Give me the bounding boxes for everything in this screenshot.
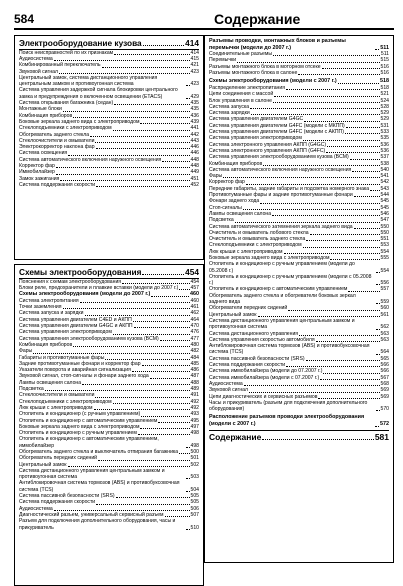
toc-entry-page: 461 (190, 304, 199, 311)
toc-entry-title: Подсветка (209, 217, 234, 224)
toc-entry-title: Система поддержания скорости (209, 362, 286, 369)
toc-entry-title: Перемычки (209, 57, 237, 64)
toc-entry-title: Звуковой сигнал (19, 68, 58, 75)
toc-entry-page: 567 (380, 374, 389, 381)
toc-box-body-electrics (14, 35, 204, 260)
toc-entry-title: Стеклоподъемники с электроприводом (209, 242, 302, 249)
toc-entry-title: Указатели поворота и аварийная сигнализация (19, 367, 131, 374)
toc-entry-page: 495 (190, 417, 199, 424)
toc-entry-title: Система дистанционного управления центральным замком и противоугонная система (19, 467, 165, 481)
toc-entry-title: Система электропитания (19, 297, 79, 304)
toc-entry-title: Аудиосистема (19, 505, 53, 512)
toc-entry-page: 443 (190, 137, 199, 144)
toc-entry-title: Передние габариты, задние габариты и подсветка номерного знака (209, 185, 370, 192)
toc-entry-page: 562 (380, 324, 389, 331)
toc-entry-page: 470 (190, 323, 199, 330)
toc-entry-page: 516 (380, 70, 389, 77)
toc-entry-page: 487 (190, 373, 199, 380)
toc-entry-page: 497 (190, 423, 199, 430)
toc-entry-title: Аудиосистема (209, 380, 243, 387)
toc-entry-page: 503 (190, 474, 199, 481)
toc-entry-title: Система управления электрооборудованием кузова (BCM) (209, 154, 349, 161)
toc-entry-title: Цепи соединения с массой (209, 91, 274, 98)
toc-entry-title: Система управления электрооборудованием кузова (BCM) (19, 335, 159, 342)
toc-entry-title: Задние противотуманные фонари и корректор фар (19, 360, 141, 367)
toc-entry-page: 457 (190, 284, 199, 291)
toc-entry (15, 518, 203, 531)
toc-entry-page: 435 (190, 106, 199, 113)
toc-list (205, 85, 393, 412)
toc-entry-title: Боковые зеркала заднего вида с электроприводом (19, 423, 140, 430)
toc-entry-title: Пояснения к схемам электрооборудования (19, 278, 122, 285)
toc-entry-page: 559 (380, 299, 389, 306)
subsection-title: Расположение разъемов проводки электрооборудования (модели с 2007 г.) 572 (209, 414, 389, 427)
toc-entry-title: Отопитель и кондиционер с ручным управлением (19, 430, 137, 437)
toc-entry-title: Система автоматического включения наружного освещения (209, 166, 352, 173)
toc-entry-page: 451 (190, 175, 199, 182)
toc-entry-page: 436 (190, 112, 199, 119)
toc-entry-page: 563 (380, 336, 389, 343)
toc-entry-title: Фонари заднего хода (209, 198, 260, 205)
toc-entry-title: Отопитель и кондиционер с автоматическим управлением (19, 417, 158, 424)
toc-entry-title: Замок зажигания (19, 175, 60, 182)
toc-entry-title: Система зарядки (209, 110, 250, 117)
toc-entry-page: 421 (190, 62, 199, 69)
toc-entry-title: Система электронного управления АКПП (G4FC) (209, 147, 326, 154)
toc-entry-title: Подсветка (19, 386, 44, 393)
toc-entry-title: Центральный замок, система дистанционного управления центральным замком и противоугонная система (19, 74, 158, 88)
toc-entry-page: 448 (190, 163, 199, 170)
toc-entry-page: 502 (190, 461, 199, 468)
toc-entry-title: Отопитель и кондиционер с автоматическим управлением, иммобилайзер (19, 436, 159, 449)
toc-entry-title: Система пассивной безопасности (SRS) (19, 493, 115, 500)
toc-entry (15, 182, 203, 188)
toc-entry-page: 545 (380, 204, 389, 211)
toc-entry-title: Часы и прикуриватель (разъем для подключения дополнительного оборудования) (209, 399, 368, 413)
toc-entry (15, 480, 203, 493)
toc-entry-title: Обогреватель заднего стекла (19, 131, 90, 138)
toc-entry-title: Точки заземления (19, 304, 62, 311)
toc-entry-title: Поиск неисправностей по их признакам (19, 49, 114, 56)
toc-entry-page: 550 (380, 229, 389, 236)
toc-entry-page: 442 (190, 131, 199, 138)
toc-entry-page: 480 (190, 341, 199, 348)
toc-entry-page: 544 (380, 192, 389, 199)
toc-entry-title: Стеклоподъемники с электроприводом (19, 398, 112, 405)
toc-entry-title: Комбинированный переключатель (19, 62, 101, 69)
toc-entry-page: 564 (380, 349, 389, 356)
toc-entry-title: Система дистанционного управления центральным замком и противоугонная система (209, 317, 355, 331)
toc-entry-title: Обогреватель заднего стекла и выключатель отпирания багажника (19, 449, 179, 455)
toc-entry-title: Система запуска (209, 103, 250, 110)
toc-entry-title: Обогреватель заднего стекла и обогреватели боковых зеркал заднего вида (209, 292, 356, 306)
toc-entry-title: Люк крыши с электроприводом (19, 404, 93, 411)
toc-entry-page: 476 (190, 329, 199, 336)
toc-entry-page: 566 (380, 362, 389, 369)
right-column (204, 35, 394, 563)
toc-entry-title: Аудиосистема (19, 55, 53, 62)
toc-entry-page: 464 (190, 316, 199, 323)
toc-entry-page: 462 (190, 310, 199, 317)
subsection-title: Схемы электрооборудования (модели с 2007 г.) 518 (209, 78, 389, 85)
toc-entry-page: 533 (380, 129, 389, 136)
toc-entry-page: 484 (190, 354, 199, 361)
toc-entry-title: Отопитель и кондиционер (с ручным управлением) (19, 411, 141, 418)
toc-entry-page: 460 (190, 297, 199, 304)
toc-entry-page: 501 (190, 455, 199, 462)
toc-entry-page: 518 (380, 84, 389, 91)
toc-entry-page: 538 (380, 160, 389, 167)
toc-entry-title: Лампы освещения салона (209, 210, 272, 217)
toc-entry-title: Монтажные блоки (19, 106, 62, 113)
toc-entry-title: Центральный замок (209, 311, 257, 318)
page-number: 584 (14, 12, 35, 26)
toc-entry-title: Стеклоподъемники с электроприводом (19, 125, 112, 132)
toc-entry-page: 505 (190, 499, 199, 506)
toc-entry-page: 429 (190, 93, 199, 100)
toc-entry-title: Блок управления в салоне (209, 97, 272, 104)
toc-entry-title: Система автоматического затемнения зеркала заднего вида (209, 223, 353, 230)
toc-entry-title: Система дистанционного управления (209, 330, 299, 337)
toc-entry-title: Система пассивной безопасности (SRS) (209, 355, 305, 362)
toc-entry-title: Комбинация приборов (209, 160, 263, 167)
toc-entry-page: 485 (190, 360, 199, 367)
section-title: Электрооборудование кузова 414 (19, 38, 199, 48)
toc-entry-title: Система автоматического включения наружного освещения (19, 156, 162, 163)
toc-entry-title: Система управления двигателем G4GC и АКПП (19, 323, 133, 330)
toc-entry-page: 454 (190, 278, 199, 285)
toc-entry-page: 441 (190, 125, 199, 132)
toc-entry (15, 87, 203, 100)
toc-entry-title: Разъем для подключения дополнительного оборудования, часы и прикуриватель (19, 518, 176, 531)
toc-entry-page: 531 (380, 122, 389, 129)
toc-entry-page: 486 (190, 367, 199, 374)
toc-entry-page: 537 (380, 154, 389, 161)
toc-entry-title: Звуковой сигнал, стоп-сигналы и фонари заднего хода (19, 373, 149, 380)
toc-entry-page: 570 (380, 406, 389, 413)
toc-entry-page: 498 (190, 430, 199, 437)
toc-entry-title: Блоки реле, предохранители и плавкие вставки (модели до 2007 г.) (19, 284, 179, 291)
toc-entry-title: Разъемы монтажного блока в салоне (209, 70, 298, 77)
toc-entry-title: Система поддержания скорости (19, 181, 96, 188)
toc-entry-page: 542 (380, 179, 389, 186)
toc-entry-page: 535 (380, 135, 389, 142)
toc-entry-page: 536 (380, 147, 389, 154)
toc-entry (205, 293, 393, 306)
toc-entry-page: 554 (380, 267, 389, 274)
toc-entry-page: 557 (380, 286, 389, 293)
toc-entry-page: 565 (380, 355, 389, 362)
toc-entry-page: 510 (190, 524, 199, 531)
toc-entry-title: Фары (209, 173, 223, 180)
page-header (0, 0, 403, 30)
toc-entry-title: Система открывания багажника (седан) (19, 100, 114, 107)
toc-entry-page: 449 (190, 169, 199, 176)
toc-entry-page: 423 (190, 81, 199, 88)
toc-entry-title: Обогреватели передних сидений (209, 305, 288, 312)
toc-list (15, 298, 203, 531)
toc-entry-title: Система запуска и зарядки (19, 310, 84, 317)
toc-entry-page: 540 (380, 166, 389, 173)
toc-list (15, 50, 203, 189)
toc-entry-page: 482 (190, 348, 199, 355)
toc-entry-title: Стеклоочистители и омыватели (19, 137, 95, 144)
toc-entry-page: 491 (190, 392, 199, 399)
toc-entry-page: 511 (380, 51, 389, 58)
toc-entry-title: Система электронного управления АКПП (G4GC) (209, 141, 327, 148)
toc-entry-page: 553 (380, 242, 389, 249)
toc-entry-page: 560 (380, 305, 389, 312)
page-title: Содержание (214, 11, 301, 27)
toc-entry-title: Иммобилайзер (19, 169, 55, 176)
toc-entry-page: 435 (190, 100, 199, 107)
toc-entry-title: Диагностический разъем, универсальный сервисный разъем (19, 511, 164, 518)
subsection-title: Схемы электрооборудования (модели до 2007 г.) 460 (19, 291, 199, 298)
toc-entry-title: Противотуманные фары и задние противотуманные фонари (209, 192, 353, 199)
toc-entry-title: Обогреватель передних сидений (19, 455, 98, 462)
toc-entry-page: 569 (380, 393, 389, 400)
toc-entry-page: 477 (190, 335, 199, 342)
toc-entry (205, 70, 393, 76)
toc-entry-page: 423 (190, 68, 199, 75)
toc-entry-title: Система иммобилайзера (модели до 07.2007 г.) (209, 368, 323, 375)
toc-entry-page: 505 (190, 493, 199, 500)
toc-entry-page: 563 (380, 330, 389, 337)
toc-entry (205, 318, 393, 331)
toc-entry-page: 516 (380, 63, 389, 70)
toc-entry-title: Боковые зеркала заднего вида с электроприводом (19, 118, 140, 125)
toc-entry-page: 566 (380, 368, 389, 375)
toc-entry-title: Система управления двигателем G4FC (модели с МКПП) (209, 122, 345, 129)
toc-entry-page: 446 (190, 144, 199, 151)
toc-entry-page: 507 (190, 511, 199, 518)
toc-entry-page: 551 (380, 236, 389, 243)
toc-entry-title: Люк крыши с электроприводом (209, 248, 283, 255)
toc-entry-title: Лампы освещения салона (19, 379, 82, 386)
toc-entry-title: Очиститель и омыватель лобового стекла (209, 229, 309, 236)
toc-box-wiring (14, 264, 204, 586)
toc-entry-title: Отопитель и кондиционер с ручным управлением (модели до 05.2008 г.) (209, 261, 355, 274)
toc-entry (15, 468, 203, 481)
toc-entry-title: Комбинация приборов (19, 112, 73, 119)
toc-entry-page: 500 (190, 449, 199, 455)
toc-entry (15, 436, 203, 449)
toc-entry-page: 504 (190, 486, 199, 493)
toc-entry-page: 529 (380, 110, 389, 117)
toc-entry-title: Центральный замок (19, 461, 67, 468)
toc-entry-title: Система управления двигателем G4GC (209, 116, 304, 123)
toc-entry (205, 274, 393, 287)
toc-entry-title: Система освещения (19, 150, 68, 157)
toc-entry-page: 569 (380, 387, 389, 394)
toc-entry-page: 414 (190, 49, 199, 56)
toc-entry-page: 536 (380, 141, 389, 148)
toc-entry-title: Звуковой сигнал (209, 387, 248, 394)
toc-entry-title: Отопитель и кондиционер с ручным управлением (модели с 05.2008 г.) (209, 273, 372, 287)
toc-entry-title: Цепи диагностических и сервисных разъемов (209, 393, 318, 400)
toc-entry-page: 547 (380, 217, 389, 224)
subsection-title: Разъемы проводки, монтажных блоков и разъемы перемычки (модели до 2007 г.) 511 (209, 38, 389, 51)
toc-entry-page: 488 (190, 379, 199, 386)
toc-entry (205, 400, 393, 413)
toc-entry-title: Фары (19, 348, 33, 355)
toc-entry-title: Система управления электроприводом (209, 135, 302, 142)
toc-entry-page: 550 (380, 223, 389, 230)
toc-entry-page: 555 (380, 254, 389, 261)
toc-entry-page: 493 (190, 411, 199, 418)
toc-entry-page: 528 (380, 103, 389, 110)
toc-entry-page: 543 (380, 185, 389, 192)
toc-entry-title: Стеклоочистители и омыватели (19, 392, 95, 399)
toc-entry-title: Система управления электроприводом (19, 329, 112, 336)
toc-entry-title: Разъемы монтажного блока в моторном отсеке (209, 63, 321, 70)
toc-entry-title: Система управления задержкой сигнала блокировки центрального замка и предупреждения о включенном освещении (ETACS) (19, 87, 178, 100)
section-title: Схемы электрооборудования 454 (19, 267, 199, 277)
toc-entry-title: Система управления двигателем C4ED и АКПП (19, 316, 132, 323)
toc-box-wiring-continued (204, 35, 394, 563)
left-column (14, 35, 204, 586)
header-rule (14, 28, 394, 30)
toc-entry-title: Боковые зеркала заднего вида с электроприводом (209, 254, 330, 261)
toc-entry-title: Корректор фар (209, 179, 245, 186)
toc-entry-page: 446 (190, 150, 199, 157)
toc-entry-page: 489 (190, 386, 199, 393)
toc-entry-title: Отопитель и кондиционер с автоматическим управлением (209, 286, 348, 293)
toc-entry-page: 492 (190, 404, 199, 411)
toc-entry-page: 515 (380, 57, 389, 64)
toc-entry-page: 545 (380, 198, 389, 205)
toc-entry-title: Антиблокировочная система тормозов (ABS) и противобуксовочная система (TCS) (209, 343, 370, 356)
toc-entry-title: Система управления скоростью автомобиля (209, 336, 315, 343)
toc-summary: Содержание 581 (209, 432, 389, 443)
toc-entry (205, 343, 393, 356)
toc-entry-page: 546 (380, 210, 389, 217)
toc-entry-title: Электрокорректор наклона фар (19, 144, 95, 151)
toc-entry-page: 554 (380, 248, 389, 255)
toc-entry-page: 561 (380, 311, 389, 318)
toc-entry-title: Система управления двигателем G4FC (модели с АКПП) (209, 129, 344, 136)
toc-entry-page: 524 (380, 97, 389, 104)
toc-entry-title: Очиститель и омыватель заднего стекла (209, 236, 306, 243)
toc-entry-title: Стоп-сигналы (209, 204, 242, 211)
toc-entry-page: 529 (380, 116, 389, 123)
toc-entry-page: 506 (190, 505, 199, 512)
toc-entry-page: 541 (380, 173, 389, 180)
toc-entry-page: 415 (190, 55, 199, 62)
toc-entry-page: 568 (380, 380, 389, 387)
toc-entry-title: Распределение электропитания (209, 84, 285, 91)
toc-entry-page: 448 (190, 156, 199, 163)
toc-entry-page: 452 (190, 181, 199, 188)
toc-entry (205, 261, 393, 274)
toc-entry-title: Габариты и противотуманные фары (19, 354, 105, 361)
toc-entry-page: 439 (190, 118, 199, 125)
toc-entry-title: Система иммобилайзера (модели с 07.2007 г.) (209, 374, 320, 381)
toc-entry-page: 521 (380, 91, 389, 98)
toc-entry-page: 498 (190, 442, 199, 449)
toc-entry (15, 75, 203, 88)
toc-entry-page: 556 (380, 280, 389, 287)
toc-entry-title: Антиблокировочная система тормозов (ABS) и противобуксовочная система (TCS) (19, 480, 180, 493)
toc-list (205, 51, 393, 76)
toc-list (15, 279, 203, 292)
toc-entry-title: Корректор фар (19, 163, 55, 170)
toc-entry-title: Комбинация приборов (19, 341, 73, 348)
toc-entry-page: 492 (190, 398, 199, 405)
toc-entry-title: Система поддержания скорости (19, 499, 96, 506)
toc-entry-title: Соединительные разъемы (209, 51, 273, 58)
